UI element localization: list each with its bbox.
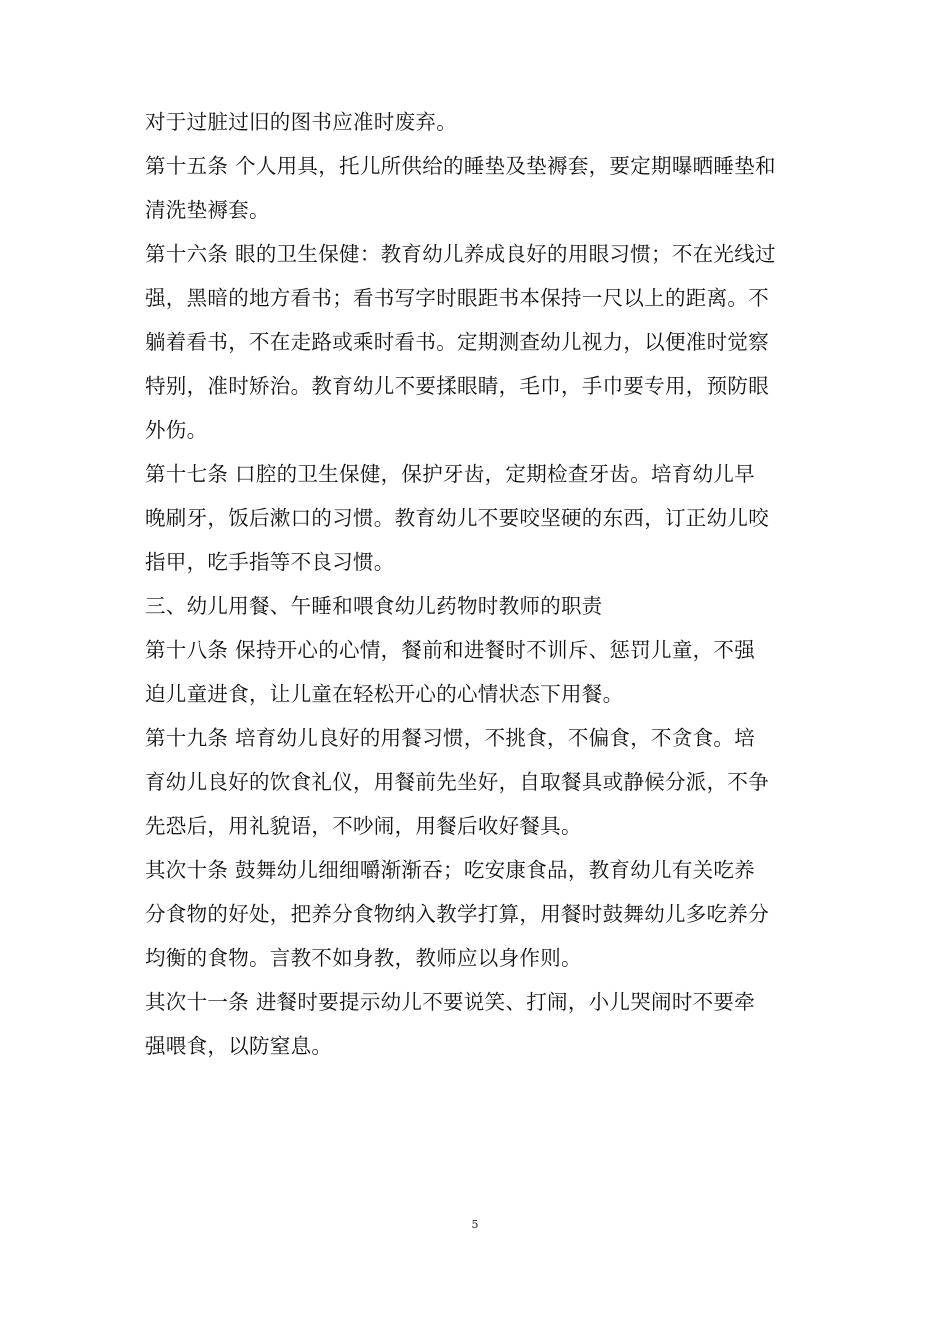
text-line: 第十九条 培育幼儿良好的用餐习惯，不挑食，不偏食，不贪食。培 bbox=[145, 726, 756, 750]
text-line: 第十七条 口腔的卫生保健，保护牙齿，定期检查牙齿。培育幼儿早 bbox=[145, 462, 756, 486]
text-line: 迫儿童进食，让儿童在轻松开心的心情状态下用餐。 bbox=[145, 682, 624, 706]
text-line: 强，黑暗的地方看书；看书写字时眼距书本保持一尺以上的距离。不 bbox=[145, 286, 769, 310]
text-line: 特别，准时矫治。教育幼儿不要揉眼睛，毛巾，手巾要专用，预防眼 bbox=[145, 374, 769, 398]
text-line: 清洗垫褥套。 bbox=[145, 198, 270, 222]
text-line: 对于过脏过旧的图书应准时废弃。 bbox=[145, 110, 457, 134]
text-line: 其次十条 鼓舞幼儿细细嚼渐渐吞；吃安康食品，教育幼儿有关吃养 bbox=[145, 858, 756, 882]
text-line: 外伤。 bbox=[145, 418, 208, 442]
page-number: 5 bbox=[471, 1218, 479, 1231]
text-line: 晚刷牙，饭后漱口的习惯。教育幼儿不要咬坚硬的东西，订正幼儿咬 bbox=[145, 506, 769, 530]
text-line: 育幼儿良好的饮食礼仪，用餐前先坐好，自取餐具或静候分派，不争 bbox=[145, 770, 769, 794]
document-body bbox=[145, 100, 825, 1068]
text-line: 先恐后，用礼貌语，不吵闹，用餐后收好餐具。 bbox=[145, 814, 582, 838]
text-line: 躺着看书，不在走路或乘时看书。定期测查幼儿视力，以便准时觉察 bbox=[145, 330, 769, 354]
text-line: 分食物的好处，把养分食物纳入教学打算，用餐时鼓舞幼儿多吃养分 bbox=[145, 902, 769, 926]
text-line: 均衡的食物。言教不如身教，教师应以身作则。 bbox=[145, 946, 582, 970]
section-heading: 三、幼儿用餐、午睡和喂食幼儿药物时教师的职责 bbox=[145, 594, 603, 618]
text-line: 强喂食，以防窒息。 bbox=[145, 1034, 333, 1058]
text-line: 第十五条 个人用具，托儿所供给的睡垫及垫褥套，要定期曝晒睡垫和 bbox=[145, 154, 776, 178]
text-line: 第十六条 眼的卫生保健：教育幼儿养成良好的用眼习惯；不在光线过 bbox=[145, 242, 776, 266]
text-line: 其次十一条 进餐时要提示幼儿不要说笑、打闹，小儿哭闹时不要牵 bbox=[145, 990, 756, 1014]
text-line: 指甲，吃手指等不良习惯。 bbox=[145, 550, 395, 574]
text-line: 第十八条 保持开心的心情，餐前和进餐时不训斥、惩罚儿童，不强 bbox=[145, 638, 756, 662]
